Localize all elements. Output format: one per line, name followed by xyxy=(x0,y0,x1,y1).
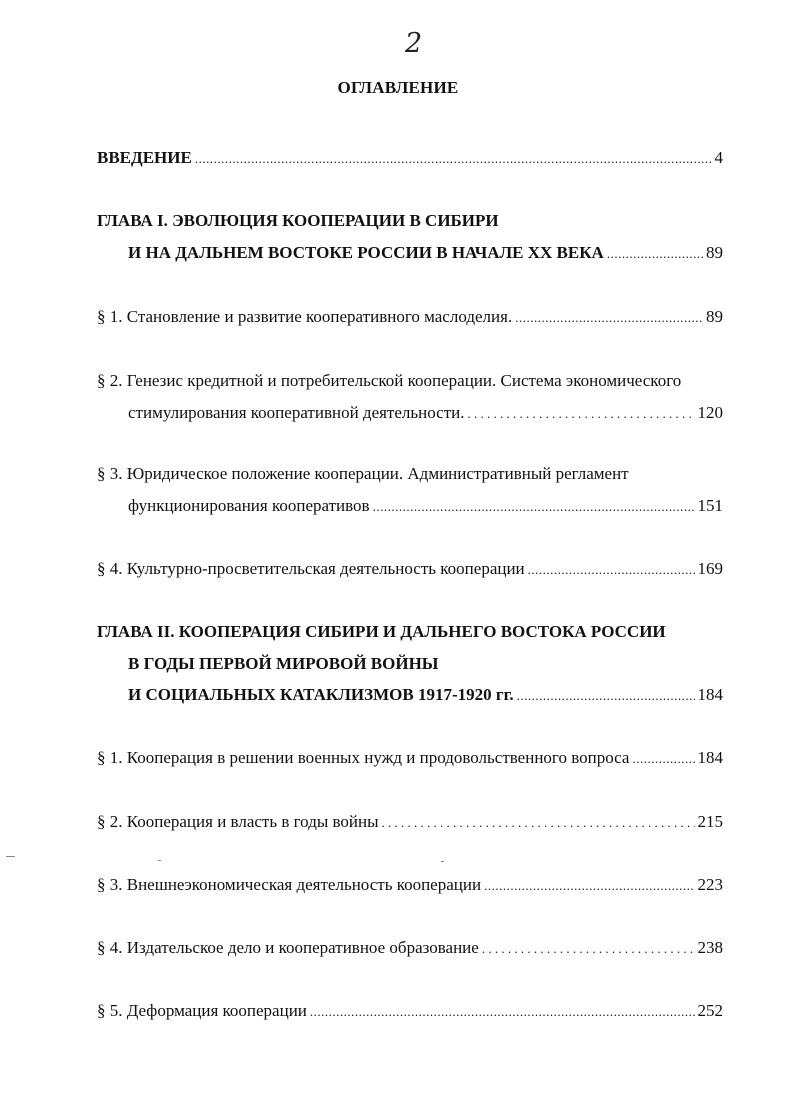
toc-entry-ch1-sec3-line-1[interactable]: § 3. Юридическое положение кооперации. Административный регламент xyxy=(97,464,629,483)
toc-entry-label: функционирования кооперативов xyxy=(128,496,370,515)
toc-entry-ch2-sec5[interactable] xyxy=(97,1001,723,1022)
scan-artifact xyxy=(158,860,161,861)
toc-page-number: 89 xyxy=(706,307,723,326)
toc-entry-label: стимулирования кооперативной деятельности. xyxy=(128,403,465,422)
dot-leader xyxy=(517,685,695,706)
toc-page-number: 4 xyxy=(714,148,723,167)
chapter-1-heading-line-2: И НА ДАЛЬНЕМ ВОСТОКЕ РОССИИ В НАЧАЛЕ XX ВЕКА xyxy=(128,243,604,262)
dot-leader xyxy=(482,938,695,959)
toc-page-number: 215 xyxy=(697,812,723,831)
dot-leader xyxy=(607,243,703,264)
toc-entry-ch2-sec2[interactable] xyxy=(97,812,723,833)
dot-leader xyxy=(632,748,694,769)
toc-page-number: 238 xyxy=(697,938,723,957)
toc-entry-ch1-sec2-line-1[interactable]: § 2. Генезис кредитной и потребительской кооперации. Система экономического xyxy=(97,371,682,390)
toc-entry-label: ВВЕДЕНИЕ xyxy=(97,148,192,167)
toc-title: ОГЛАВЛЕНИЕ xyxy=(337,78,459,97)
dot-leader xyxy=(382,812,695,833)
toc-entry-label: § 5. Деформация кооперации xyxy=(97,1001,307,1020)
toc-page-number: 184 xyxy=(697,748,723,767)
dot-leader xyxy=(195,148,712,169)
toc-entry-chapter-2[interactable] xyxy=(128,685,723,706)
toc-entry-label: § 4. Издательское дело и кооперативное образование xyxy=(97,938,479,957)
toc-entry-label: § 4. Культурно-просветительская деятельность кооперации xyxy=(97,559,525,578)
chapter-1-heading-line-1[interactable]: ГЛАВА I. ЭВОЛЮЦИЯ КООПЕРАЦИИ В СИБИРИ xyxy=(97,211,499,230)
toc-entry-label: § 1. Кооперация в решении военных нужд и продовольственного вопроса xyxy=(97,748,630,767)
toc-entry-ch1-sec4[interactable] xyxy=(97,559,723,580)
toc-entry-label: § 1. Становление и развитие кооперативного маслоделия. xyxy=(97,307,513,326)
chapter-2-heading-line-1[interactable]: ГЛАВА II. КООПЕРАЦИЯ СИБИРИ И ДАЛЬНЕГО ВОСТОКА РОССИИ xyxy=(97,622,666,641)
chapter-2-heading-line-3: И СОЦИАЛЬНЫХ КАТАКЛИЗМОВ 1917-1920 гг. xyxy=(128,685,514,704)
dot-leader xyxy=(373,496,695,517)
chapter-2-heading-line-2[interactable]: В ГОДЫ ПЕРВОЙ МИРОВОЙ ВОЙНЫ xyxy=(128,654,439,673)
scan-artifact xyxy=(441,861,444,862)
dot-leader xyxy=(310,1001,695,1022)
dot-leader xyxy=(468,403,695,424)
toc-entry-ch1-sec1[interactable] xyxy=(97,307,723,328)
toc-page-number: 151 xyxy=(697,496,723,515)
dot-leader xyxy=(528,559,695,580)
scan-artifact xyxy=(6,856,15,857)
dot-leader xyxy=(515,307,703,328)
toc-entry-label: § 2. Кооперация и власть в годы войны xyxy=(97,812,379,831)
toc-page-number: 120 xyxy=(697,403,723,422)
toc-entry-intro[interactable] xyxy=(97,148,723,169)
toc-entry-ch2-sec4[interactable] xyxy=(97,938,723,959)
toc-page-number: 252 xyxy=(697,1001,723,1020)
toc-page-number: 169 xyxy=(697,559,723,578)
toc-entry-ch2-sec3[interactable] xyxy=(97,875,723,896)
toc-entry-ch1-sec3[interactable] xyxy=(128,496,723,517)
toc-entry-ch1-sec2[interactable] xyxy=(128,403,723,424)
toc-entry-ch2-sec1[interactable] xyxy=(97,748,723,769)
toc-page-number: 89 xyxy=(706,243,723,262)
dot-leader xyxy=(484,875,694,896)
toc-entry-chapter-1[interactable] xyxy=(128,243,723,264)
toc-page-number: 223 xyxy=(697,875,723,894)
toc-page-number: 184 xyxy=(697,685,723,704)
handwritten-page-number: 2 xyxy=(405,28,423,59)
toc-entry-label: § 3. Внешнеэкономическая деятельность кооперации xyxy=(97,875,482,894)
